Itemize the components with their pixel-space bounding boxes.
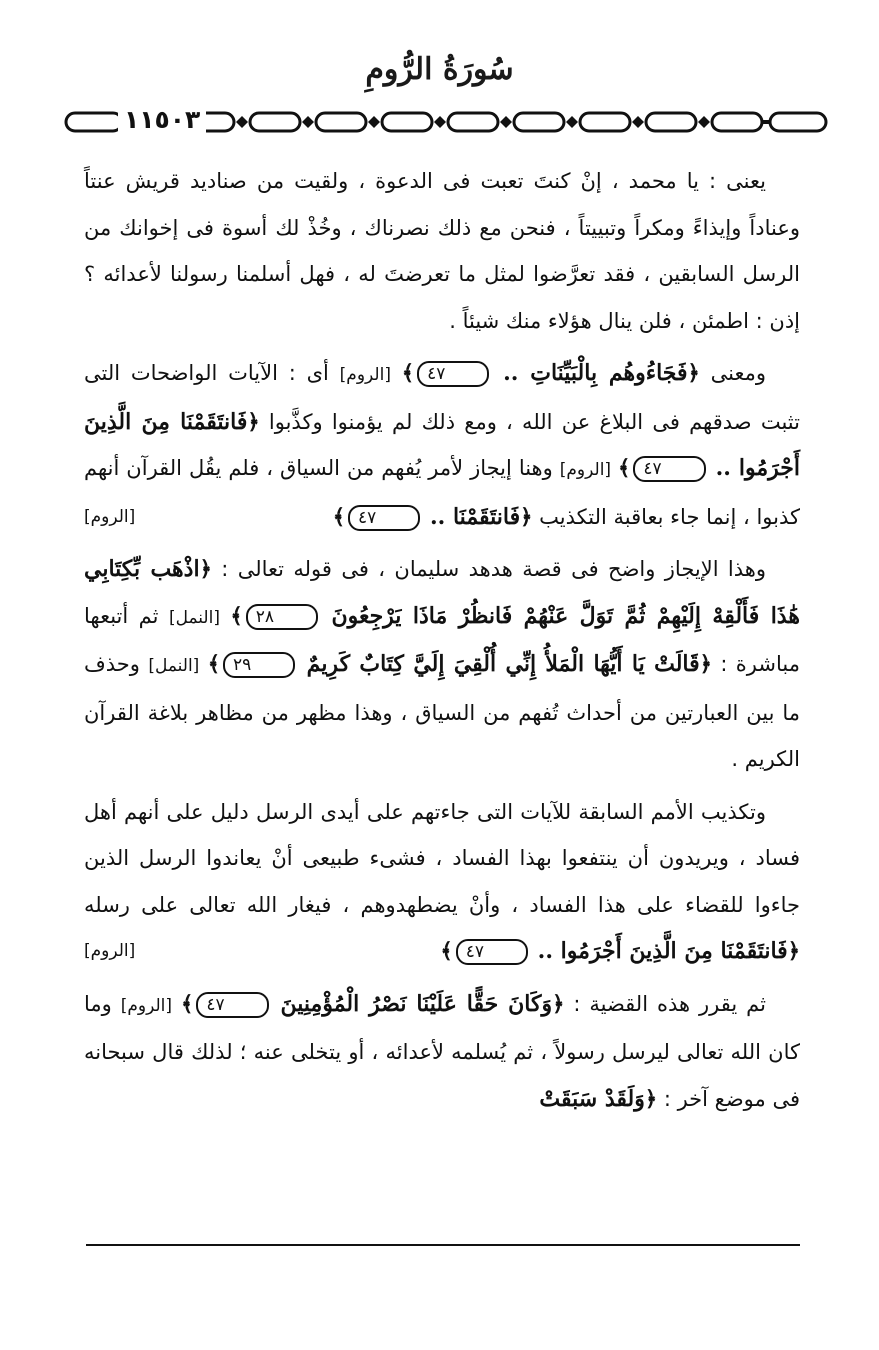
ayah-number-marker: ٤٧ — [456, 939, 528, 965]
ayah-number-marker: ٤٧ — [633, 456, 705, 482]
verse-open-bracket: ﴿ — [247, 408, 260, 434]
page-body — [84, 158, 800, 1128]
surah-reference: [النمل] — [168, 607, 220, 628]
verse-quote-8: وَلَقَدْ سَبَقَتْ — [539, 1085, 645, 1112]
ayah-number-marker: ٢٨ — [246, 604, 318, 630]
verse-close-bracket: ﴾ — [181, 990, 194, 1016]
paragraph-3-text-3: وحذف ما بين العبارتين من أحداث تُفهم من السياق ، وهذا مظهر من مظاهر بلاغة القرآن الكريم . — [84, 652, 800, 771]
verse-open-bracket: ﴿ — [787, 938, 800, 963]
ayah-number-marker: ٤٧ — [348, 505, 420, 531]
paragraph-2 — [84, 350, 800, 540]
surah-reference: [النمل] — [148, 656, 200, 676]
verse-quote-1: فَجَاءُوهُم بِالْبَيِّنَاتِ .. — [503, 360, 688, 386]
verse-close-bracket: ﴾ — [618, 455, 631, 480]
paragraph-2-text-2: أى : الآيات الواضحات التى تثبت صدقهم فى البلاغ عن الله ، ومع ذلك لم يؤمنوا وكذَّبوا — [84, 361, 800, 434]
verse-open-bracket: ﴿ — [520, 503, 533, 529]
verse-open-bracket: ﴿ — [699, 651, 712, 676]
paragraph-5-text-1: ثم يقرر هذه القضية : — [573, 991, 766, 1016]
paragraph-3 — [84, 546, 800, 783]
verse-open-bracket: ﴿ — [199, 556, 212, 581]
surah-reference: [الروم] — [84, 941, 136, 961]
paragraph-2-text-3: وهنا إيجاز لأمر يُفهم من السياق ، فلم يقُل القرآن أنهم كذبوا ، إنما جاء بعاقبة التكذيب — [84, 456, 800, 529]
verse-quote-4: اذْهَب بِّكِتَابِي هَٰذَا فَأَلْقِهْ إِلَيْهِمْ ثُمَّ تَوَلَّ عَنْهُمْ فَانظُرْ مَاذَا يَرْجِعُونَ — [84, 556, 800, 629]
paragraph-4-text-1: وتكذيب الأمم السابقة للآيات التى جاءتهم على أيدى الرسل دليل على أنهم أهل فساد ، ويريدون أن ينتفعوا بهذا الفساد ، فشىء طبيعى أنْ يعاندوا الرسل الذين جاءوا للقضاء على هذا الفساد ، وأنْ يضطهدوهم ، فيغار الله تعالى على رسله — [84, 799, 800, 917]
verse-close-bracket: ﴾ — [440, 938, 453, 963]
paragraph-1 — [84, 158, 800, 344]
paragraph-2-text-1: ومعنى — [710, 361, 766, 385]
verse-open-bracket: ﴿ — [644, 1085, 658, 1111]
verse-quote-6: فَانتَقَمْنَا مِنَ الَّذِينَ أَجْرَمُوا .. — [537, 938, 788, 964]
verse-close-bracket: ﴾ — [207, 651, 221, 676]
footer-rule — [86, 1244, 800, 1246]
verse-close-bracket: ﴾ — [332, 503, 346, 529]
surah-reference: [الروم] — [339, 365, 391, 385]
surah-reference: [الروم] — [559, 460, 612, 480]
verse-quote-7: وَكَانَ حَقًّا عَلَيْنَا نَصْرُ الْمُؤْمِنِينَ — [280, 990, 553, 1017]
verse-close-bracket: ﴾ — [230, 602, 243, 628]
verse-quote-3: فَانتَقَمْنَا .. — [430, 503, 521, 530]
paragraph-5-text-2: وما كان الله تعالى ليرسل رسولاً ، ثم يُسلمه لأعدائه ، أو يتخلى عنه ؛ لذلك قال سبحانه فى موضع آخر : — [84, 991, 800, 1111]
verse-quote-5: قَالَتْ يَا أَيُّهَا الْمَلأُ إِنِّي أُلْقِيَ إِلَيَّ كِتَابٌ كَرِيمٌ — [306, 651, 700, 677]
ayah-number-marker: ٤٧ — [417, 361, 489, 387]
surah-title: سُورَةُ الرُّومِ — [365, 52, 514, 87]
ayah-number-marker: ٢٩ — [223, 652, 295, 678]
paragraph-4 — [84, 789, 800, 975]
surah-reference: [الروم] — [84, 506, 136, 527]
verse-quote-2: فَانتَقَمْنَا مِنَ الَّذِينَ أَجْرَمُوا .. — [84, 408, 800, 481]
paragraph-1-text: يعنى : يا محمد ، إنْ كنتَ تعبت فى الدعوة ، ولقيت من صناديد قريش عنتاً وعناداً وإيذاءً ومكراً وتبييتاً ، فنحن مع ذلك نصرناك ، وخُذْ لك أسوة فى إخوانك من الرسل السابقين ، فقد تعرَّضوا لمثل ما تعرضتَ له ، فهل أسلمنا رسولنا لأعدائه ؟ إذن : اطمئن ، فلن ينال هؤلاء منك شيئاً . — [84, 169, 800, 333]
paragraph-5 — [84, 981, 800, 1123]
paragraph-3-text-2: ثم أتبعها مباشرة : — [84, 603, 800, 676]
page-number: ١١٥٠٣ — [118, 105, 206, 134]
verse-open-bracket: ﴿ — [687, 360, 700, 385]
ayah-number-marker: ٤٧ — [196, 992, 268, 1018]
paragraph-3-text-1: وهذا الإيجاز واضح فى قصة هدهد سليمان ، فى قوله تعالى : — [221, 557, 766, 581]
verse-close-bracket: ﴾ — [401, 360, 415, 385]
surah-reference: [الروم] — [120, 995, 173, 1016]
verse-open-bracket: ﴿ — [552, 990, 565, 1016]
